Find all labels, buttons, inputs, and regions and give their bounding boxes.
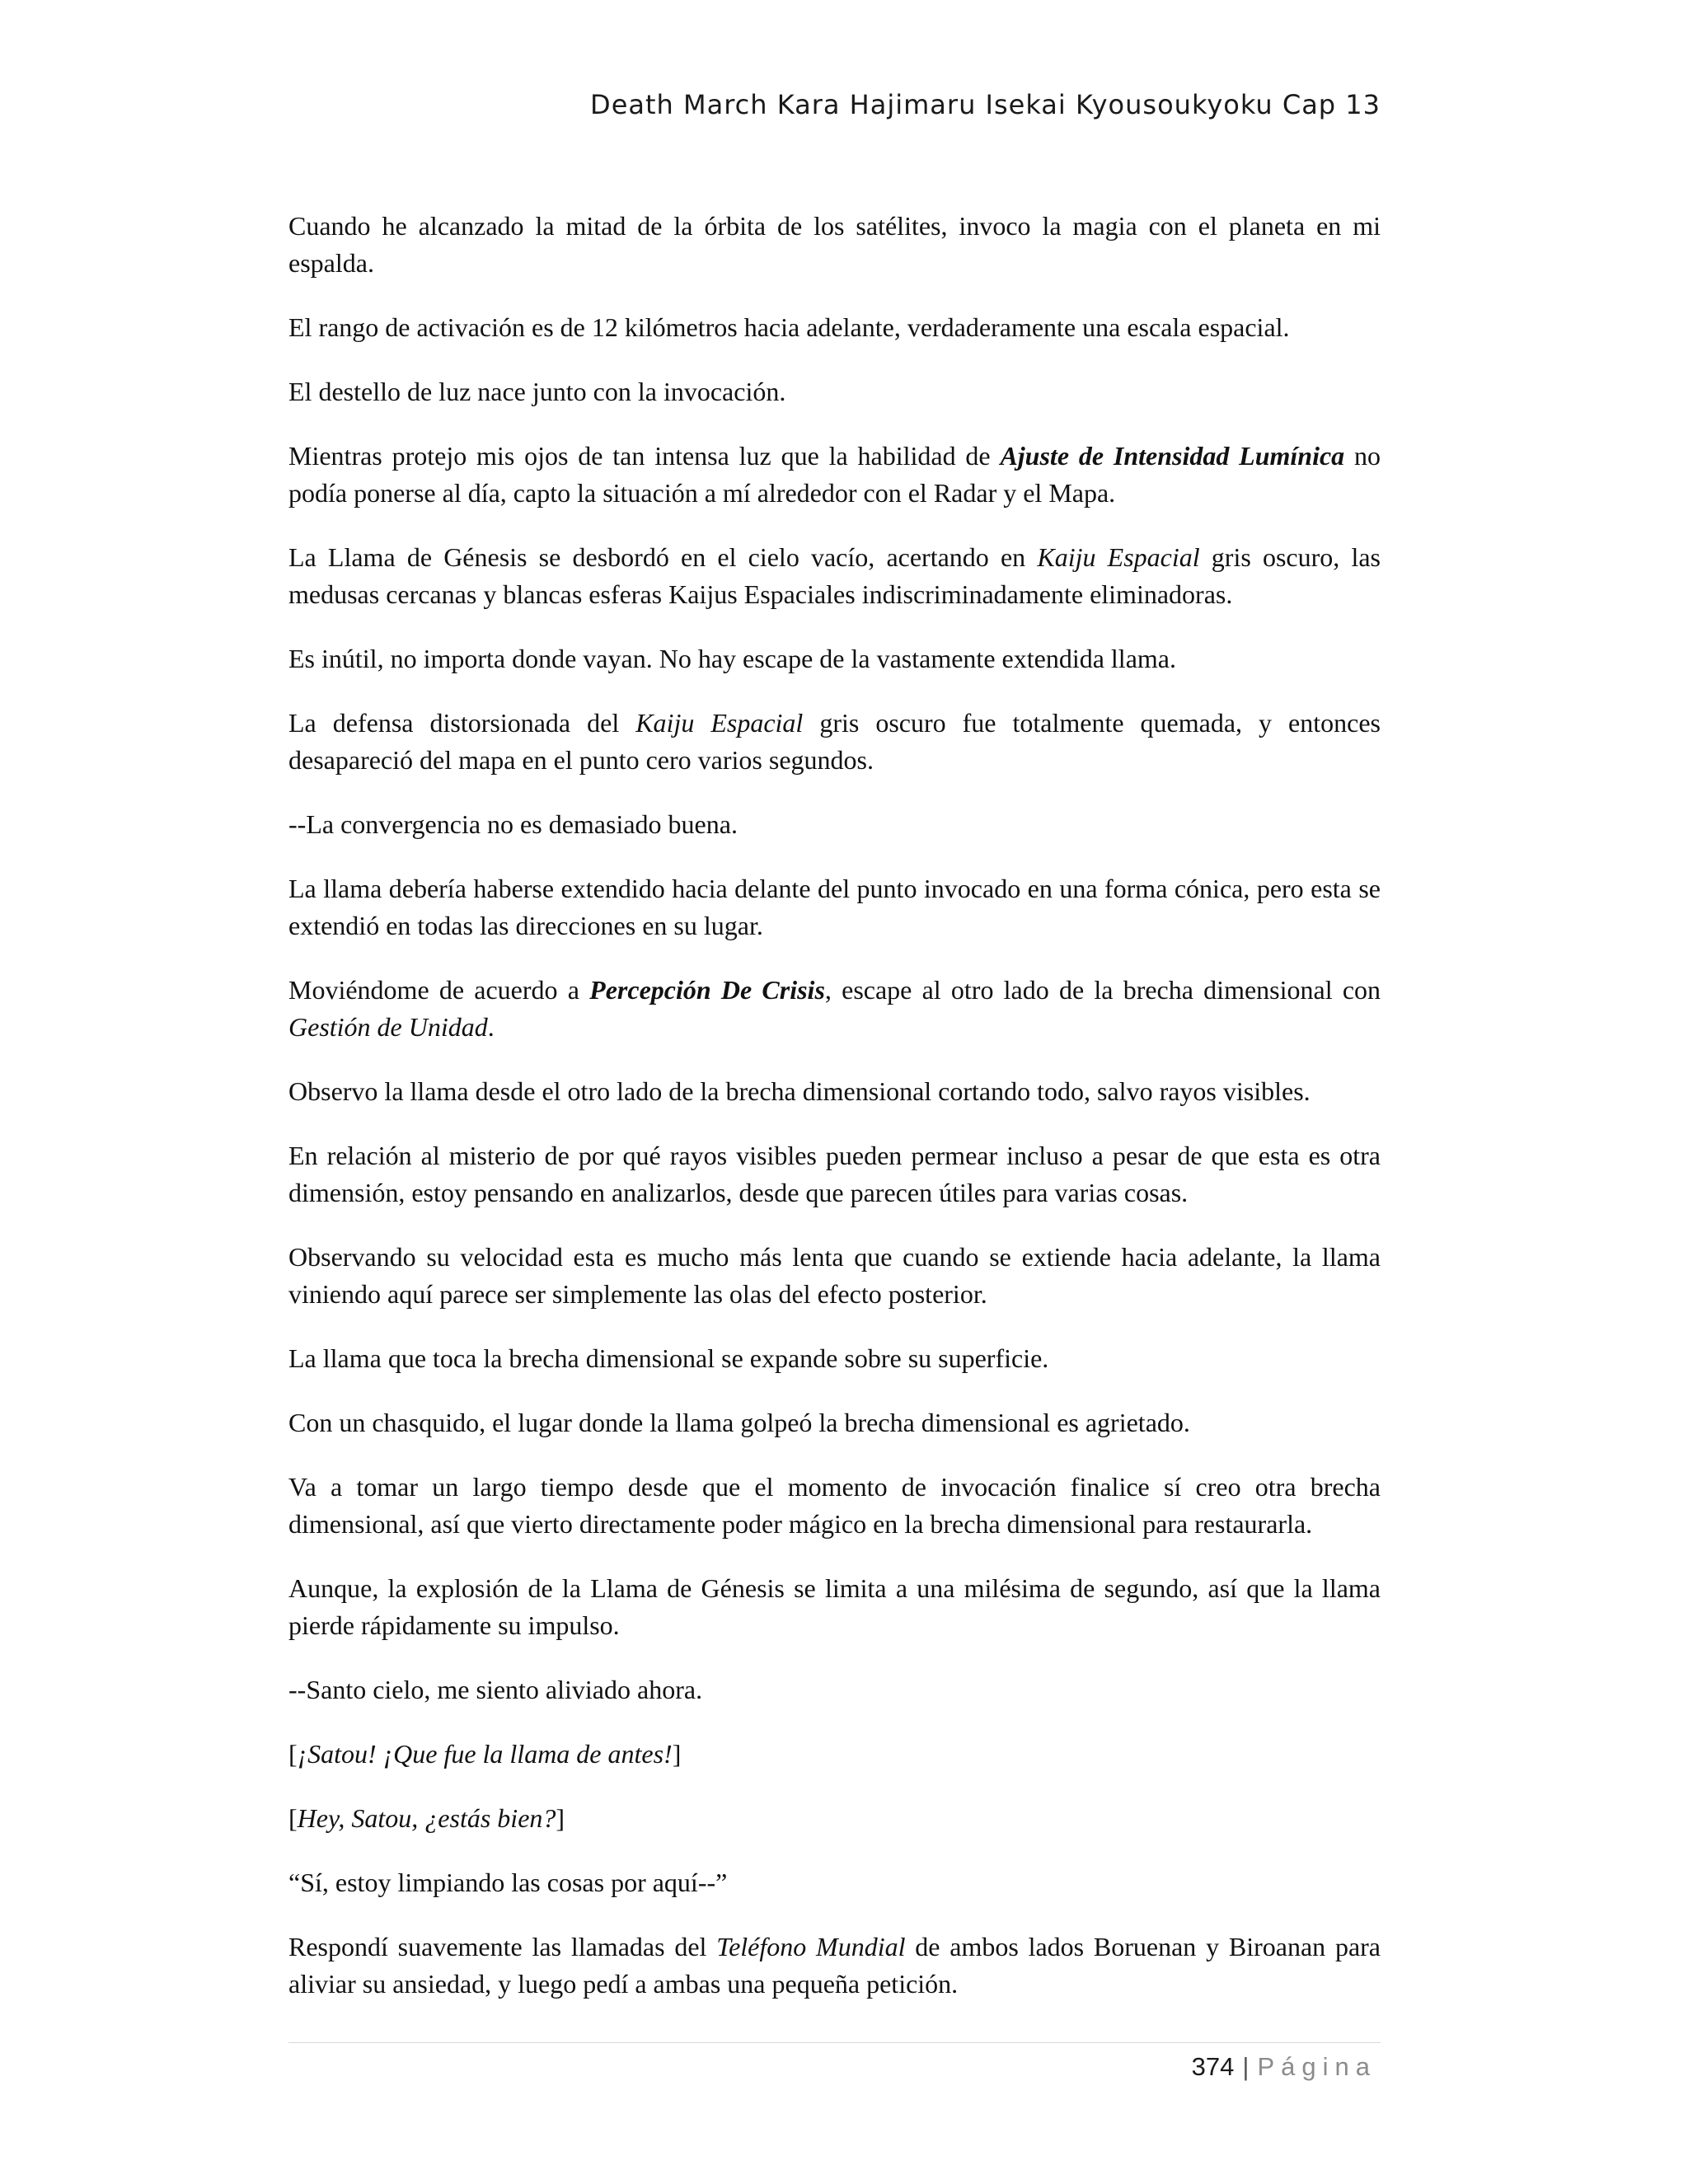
page-footer	[1192, 2052, 1376, 2082]
paragraph	[288, 208, 1381, 282]
italic-term: Teléfono Mundial	[716, 1932, 906, 1961]
paragraph	[288, 972, 1381, 1046]
paragraph	[288, 806, 1381, 843]
text-run: La llama debería haberse extendido hacia delante del punto invocado en una forma cónica, pero esta se extendió en todas las direcciones en su lugar.	[288, 874, 1381, 940]
text-run: de ambos lados Boruenan y Biroanan para aliviar su ansiedad, y luego pedí a ambas una pequeña petición.	[288, 1932, 1381, 1999]
text-run: “Sí, estoy limpiando las cosas por aquí--”	[288, 1868, 728, 1897]
italic-term: Gestión de Unidad	[288, 1012, 488, 1042]
text-run: Cuando he alcanzado la mitad de la órbita de los satélites, invoco la magia con el planeta en mi espalda.	[288, 211, 1381, 278]
text-run: ]	[556, 1803, 565, 1833]
footer-separator: |	[1242, 2052, 1250, 2081]
text-run: ]	[672, 1739, 682, 1769]
text-run: La defensa distorsionada del	[288, 708, 636, 738]
text-run: [	[288, 1803, 298, 1833]
paragraph	[288, 1073, 1381, 1110]
paragraph	[288, 1340, 1381, 1377]
text-run: Respondí suavemente las llamadas del	[288, 1932, 717, 1961]
text-run: .	[487, 1012, 495, 1042]
text-run: --La convergencia no es demasiado buena.	[288, 809, 738, 839]
bold-term-wrapper	[1000, 441, 1344, 471]
page-number: 374	[1191, 2052, 1235, 2081]
italic-term: ¡Satou! ¡Que fue la llama de antes!	[297, 1739, 673, 1769]
text-run: Es inútil, no importa donde vayan. No hay escape de la vastamente extendida llama.	[288, 644, 1176, 673]
paragraph	[288, 705, 1381, 779]
chapter-body	[288, 208, 1381, 2030]
text-run: La llama que toca la brecha dimensional se expande sobre su superficie.	[288, 1343, 1049, 1373]
paragraph	[288, 1137, 1381, 1212]
bold-italic-term: Percepción De Crisis	[589, 975, 825, 1005]
paragraph	[288, 1864, 1381, 1901]
text-run: --Santo cielo, me siento aliviado ahora.	[288, 1675, 703, 1704]
paragraph	[288, 1404, 1381, 1441]
paragraph	[288, 640, 1381, 677]
paragraph	[288, 1736, 1381, 1773]
text-run: gris oscuro fue totalmente quemada, y entonces desapareció del mapa en el punto cero varios segundos.	[288, 708, 1381, 775]
paragraph	[288, 1239, 1381, 1313]
text-run: Mientras protejo mis ojos de tan intensa luz que la habilidad de	[288, 441, 1001, 471]
paragraph	[288, 1469, 1381, 1543]
text-run: Con un chasquido, el lugar donde la llama golpeó la brecha dimensional es agrietado.	[288, 1408, 1190, 1437]
running-header: Death March Kara Hajimaru Isekai Kyousoukyoku Cap 13	[590, 89, 1381, 120]
text-run: , escape al otro lado de la brecha dimensional con	[824, 975, 1381, 1005]
footer-divider	[288, 2042, 1381, 2043]
bold-italic-term: Ajuste de Intensidad Lumínica	[1000, 441, 1345, 471]
text-run: Moviéndome de acuerdo a	[288, 975, 590, 1005]
paragraph	[288, 870, 1381, 944]
text-run: gris oscuro, las medusas cercanas y blancas esferas Kaijus Espaciales indiscriminadamente eliminadoras.	[288, 542, 1381, 609]
italic-term: Hey, Satou, ¿estás bien?	[297, 1803, 556, 1833]
text-run: Observando su velocidad esta es mucho más lenta que cuando se extiende hacia adelante, la llama viniendo aquí parece ser simplemente las olas del efecto posterior.	[288, 1242, 1381, 1309]
paragraph	[288, 373, 1381, 410]
text-run: El rango de activación es de 12 kilómetros hacia adelante, verdaderamente una escala espacial.	[288, 312, 1290, 342]
text-run: Observo la llama desde el otro lado de la brecha dimensional cortando todo, salvo rayos visibles.	[288, 1076, 1311, 1106]
page-word: Página	[1257, 2052, 1376, 2081]
text-run: En relación al misterio de por qué rayos visibles pueden permear incluso a pesar de que esta es otra dimensión, estoy pensando en analizarlos, desde que parecen útiles para varias cosas.	[288, 1141, 1381, 1207]
paragraph	[288, 1570, 1381, 1644]
paragraph	[288, 1800, 1381, 1837]
paragraph	[288, 1671, 1381, 1708]
text-run: La Llama de Génesis se desbordó en el cielo vacío, acertando en	[288, 542, 1038, 572]
text-run: no podía ponerse al día, capto la situación a mí alrededor con el Radar y el Mapa.	[288, 441, 1381, 508]
bold-term-wrapper	[589, 975, 825, 1005]
italic-term: Kaiju Espacial	[635, 708, 804, 738]
text-run: El destello de luz nace junto con la invocación.	[288, 377, 786, 406]
text-run: Aunque, la explosión de la Llama de Génesis se limita a una milésima de segundo, así que la llama pierde rápidamente su impulso.	[288, 1573, 1381, 1640]
paragraph	[288, 539, 1381, 613]
text-run: [	[288, 1739, 298, 1769]
paragraph	[288, 438, 1381, 512]
italic-term: Kaiju Espacial	[1037, 542, 1200, 572]
paragraph	[288, 1929, 1381, 2003]
paragraph	[288, 309, 1381, 346]
text-run: Va a tomar un largo tiempo desde que el momento de invocación finalice sí creo otra brecha dimensional, así que vierto directamente poder mágico en la brecha dimensional para restaurarla.	[288, 1472, 1381, 1539]
